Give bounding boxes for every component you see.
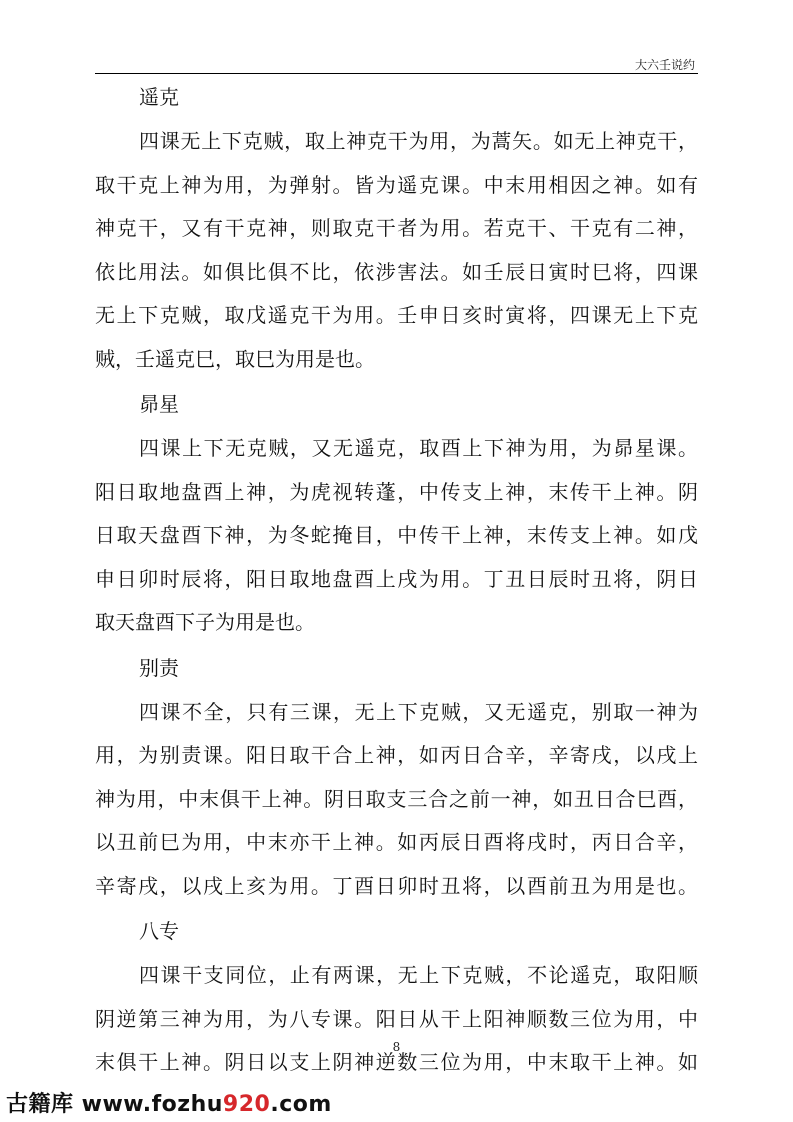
section (95, 381, 698, 645)
paragraph-line: 贼，壬遥克巳，取巳为用是也。 (95, 346, 375, 371)
paragraph-line: 依比用法。如俱比俱不比，依涉害法。如壬辰日寅时巳将，四课 (95, 259, 698, 284)
page-content (95, 74, 698, 1085)
paragraph-line: 辛寄戌，以戌上亥为用。丁酉日卯时丑将，以酉前丑为用是也。 (95, 873, 698, 898)
section (95, 74, 698, 381)
header-title: 大六壬说约 (634, 58, 695, 72)
watermark-suffix: .com (270, 1092, 332, 1117)
paragraph-line: 神克干，又有干克神，则取克干者为用。若克干、干克有二神， (95, 216, 698, 240)
paragraph-line: 阴逆第三神为用，为八专课。阳日从干上阳神顺数三位为用，中 (95, 1006, 698, 1031)
paragraph-line: 四课上下无克贼，又无遥克，取酉上下神为用，为昴星课。 (139, 436, 698, 460)
page-number: 8 (392, 1040, 401, 1054)
paragraph-line: 日取天盘酉下神，为冬蛇掩目，中传干上神，末传支上神。如戊 (95, 523, 698, 547)
paragraph-line: 阳日取地盘酉上神，为虎视转蓬，中传支上神，末传干上神。阴 (95, 479, 698, 504)
paragraph-line: 取干克上神为用，为弹射。皆为遥克课。中末用相因之神。如有 (95, 172, 698, 197)
section (95, 908, 698, 1085)
section-heading: 遥克 (139, 85, 179, 109)
paragraph-line: 取天盘酉下子为用是也。 (95, 610, 315, 634)
paragraph-line: 四课干支同位，止有两课，无上下克贼，不论遥克，取阳顺 (139, 963, 698, 987)
paragraph-line: 神为用，中末俱干上神。阴日取支三合之前一神，如丑日合巳酉， (95, 786, 698, 811)
watermark (6, 1087, 332, 1118)
section-heading: 昴星 (139, 392, 179, 416)
watermark-accent: 920 (222, 1092, 271, 1117)
paragraph-line: 无上下克贼，取戊遥克干为用。壬申日亥时寅将，四课无上下克 (95, 303, 698, 327)
section (95, 645, 698, 909)
paragraph-line: 四课不全，只有三课，无上下克贼，又无遥克，别取一神为 (139, 699, 698, 724)
paragraph-line: 申日卯时辰将，阳日取地盘酉上戌为用。丁丑日辰时丑将，阴日 (95, 566, 698, 591)
paragraph-line: 以丑前巳为用，中末亦干上神。如丙辰日酉将戌时，丙日合辛， (95, 830, 698, 854)
section-heading: 八专 (139, 919, 179, 943)
paragraph-line: 四课无上下克贼，取上神克干为用，为蒿矢。如无上神克干， (139, 129, 698, 153)
watermark-prefix: 古籍库 www.fozhu (6, 1092, 223, 1117)
paragraph-line: 末俱干上神。阴日以支上阴神逆数三位为用，中末取干上神。如 (95, 1050, 698, 1074)
paragraph-line: 用，为别责课。阳日取干合上神，如丙日合辛，辛寄戌，以戌上 (95, 743, 698, 767)
section-heading: 别责 (139, 655, 179, 680)
